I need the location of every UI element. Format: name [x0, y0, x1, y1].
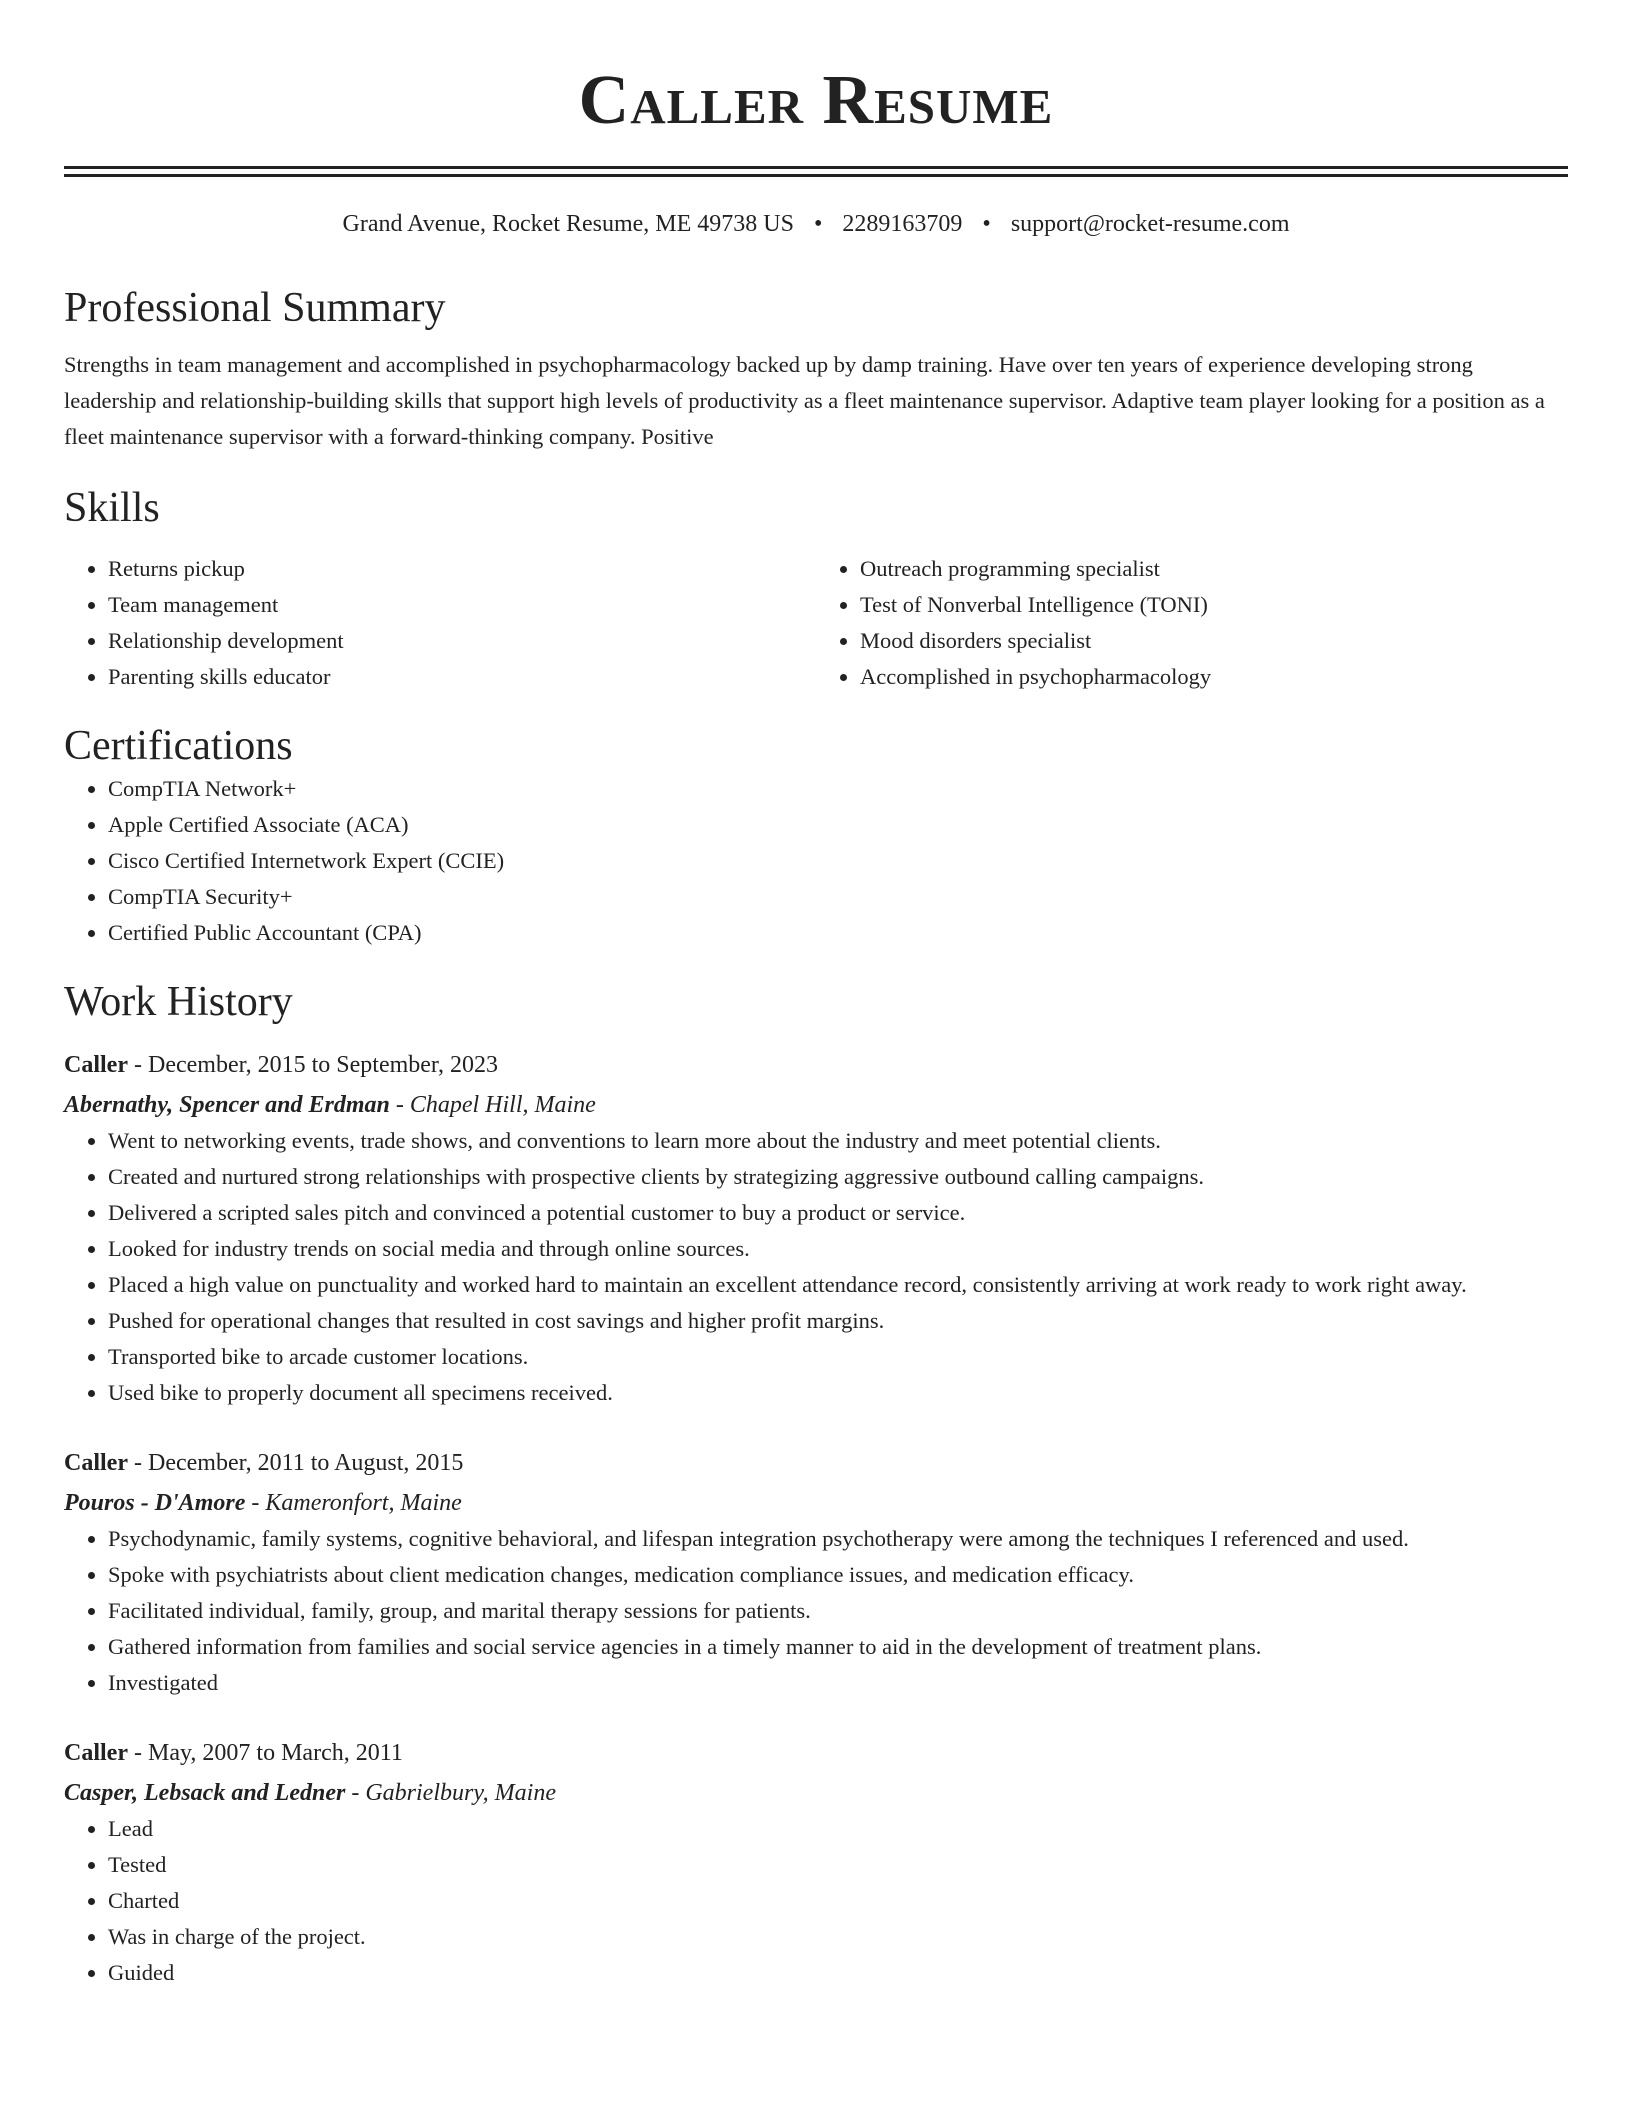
job-duty: • Guided: [108, 1955, 1568, 1991]
job-location: Kameronfort, Maine: [265, 1490, 462, 1516]
job-duty: • Psychodynamic, family systems, cognitive behavioral, and lifespan integration psychotherapy were among the techniques I referenced and used.: [108, 1521, 1568, 1557]
job-heading: [64, 1445, 1568, 1481]
certifications-list: [64, 771, 1568, 951]
job-heading: [64, 1735, 1568, 1771]
contact-email: support@rocket-resume.com: [1010, 211, 1290, 237]
job-company: Abernathy, Spencer and Erdman: [64, 1092, 390, 1118]
job-duty: • Created and nurtured strong relationships with prospective clients by strategizing aggressive outbound calling campaigns.: [108, 1159, 1568, 1195]
job-dates: December, 2015 to September, 2023: [147, 1052, 498, 1078]
job-dash: -: [389, 1092, 410, 1118]
job-role: Caller: [64, 1450, 128, 1476]
contact-separator: •: [982, 211, 991, 237]
skill-item: • Test of Nonverbal Intelligence (TONI): [860, 587, 1568, 623]
job-company-line: [64, 1775, 1568, 1811]
job-dash: -: [345, 1780, 366, 1806]
job-duty: • Transported bike to arcade customer locations.: [108, 1339, 1568, 1375]
job-duty: • Went to networking events, trade shows, and conventions to learn more about the industry and meet potential clients.: [108, 1123, 1568, 1159]
contact-line: [64, 209, 1568, 239]
job-duty: • Spoke with psychiatrists about client medication changes, medication compliance issues, and medication efficacy.: [108, 1557, 1568, 1593]
job-company-line: [64, 1485, 1568, 1521]
job-duties-list: [64, 1123, 1568, 1411]
job-entry: [64, 1047, 1568, 1411]
contact-address: Grand Avenue, Rocket Resume, ME 49738 US: [342, 211, 794, 237]
job-dash: -: [127, 1052, 148, 1078]
job-duty: • Used bike to properly document all specimens received.: [108, 1375, 1568, 1411]
title-double-rule: [64, 166, 1568, 177]
job-dash: -: [127, 1740, 148, 1766]
contact-phone: 2289163709: [842, 211, 963, 237]
certification-item: • Certified Public Accountant (CPA): [108, 915, 1568, 951]
job-company: Pouros - D'Amore: [64, 1490, 246, 1516]
job-heading: [64, 1047, 1568, 1083]
job-entry: [64, 1735, 1568, 1991]
skills-grid: [64, 551, 1568, 695]
skills-list-right: [816, 551, 1568, 695]
job-duties-list: [64, 1811, 1568, 1991]
skill-item: • Parenting skills educator: [108, 659, 816, 695]
job-location: Chapel Hill, Maine: [409, 1092, 596, 1118]
job-duty: • Tested: [108, 1847, 1568, 1883]
contact-separator: •: [814, 211, 823, 237]
job-duty: • Delivered a scripted sales pitch and convinced a potential customer to buy a product or service.: [108, 1195, 1568, 1231]
job-duty: • Lead: [108, 1811, 1568, 1847]
job-role: Caller: [64, 1740, 128, 1766]
certification-item: • CompTIA Security+: [108, 879, 1568, 915]
job-duty: • Gathered information from families and social service agencies in a timely manner to aid in the development of treatment plans.: [108, 1629, 1568, 1665]
job-duty: • Placed a high value on punctuality and worked hard to maintain an excellent attendance record, consistently arriving at work ready to work right away.: [108, 1267, 1568, 1303]
job-duty: • Facilitated individual, family, group, and marital therapy sessions for patients.: [108, 1593, 1568, 1629]
certification-item: • Apple Certified Associate (ACA): [108, 807, 1568, 843]
skill-item: • Relationship development: [108, 623, 816, 659]
job-duty: • Investigated: [108, 1665, 1568, 1701]
certification-item: • Cisco Certified Internetwork Expert (CCIE): [108, 843, 1568, 879]
job-dash: -: [127, 1450, 148, 1476]
job-location: Gabrielbury, Maine: [365, 1780, 556, 1806]
certification-item: • CompTIA Network+: [108, 771, 1568, 807]
summary-text: Strengths in team management and accomplished in psychopharmacology backed up by damp training. Have over ten years of experience developing strong leadership and relationship-building skills that support high levels of productivity as a fleet maintenance supervisor. Adaptive team player looking for a position as a fleet maintenance supervisor with a forward-thinking company. Positive: [64, 352, 1545, 449]
job-company: Casper, Lebsack and Ledner: [64, 1780, 346, 1806]
job-duty: • Was in charge of the project.: [108, 1919, 1568, 1955]
skills-heading: Skills: [64, 485, 160, 531]
job-dates: December, 2011 to August, 2015: [147, 1450, 464, 1476]
skill-item: • Team management: [108, 587, 816, 623]
skill-item: • Returns pickup: [108, 551, 816, 587]
skill-item: • Outreach programming specialist: [860, 551, 1568, 587]
certifications-heading: Certifications: [64, 723, 293, 769]
job-duties-list: [64, 1521, 1568, 1701]
job-duty: • Looked for industry trends on social media and through online sources.: [108, 1231, 1568, 1267]
job-duty: • Charted: [108, 1883, 1568, 1919]
summary-heading: Professional Summary: [64, 285, 446, 331]
job-dates: May, 2007 to March, 2011: [147, 1740, 403, 1766]
job-role: Caller: [64, 1052, 128, 1078]
skills-list-left: [64, 551, 816, 695]
skill-item: • Accomplished in psychopharmacology: [860, 659, 1568, 695]
resume-title: Caller Resume: [578, 62, 1054, 139]
job-duty: • Pushed for operational changes that resulted in cost savings and higher profit margins.: [108, 1303, 1568, 1339]
job-entry: [64, 1445, 1568, 1701]
skill-item: • Mood disorders specialist: [860, 623, 1568, 659]
work-history-heading: Work History: [64, 979, 293, 1025]
job-dash: -: [245, 1490, 266, 1516]
job-company-line: [64, 1087, 1568, 1123]
